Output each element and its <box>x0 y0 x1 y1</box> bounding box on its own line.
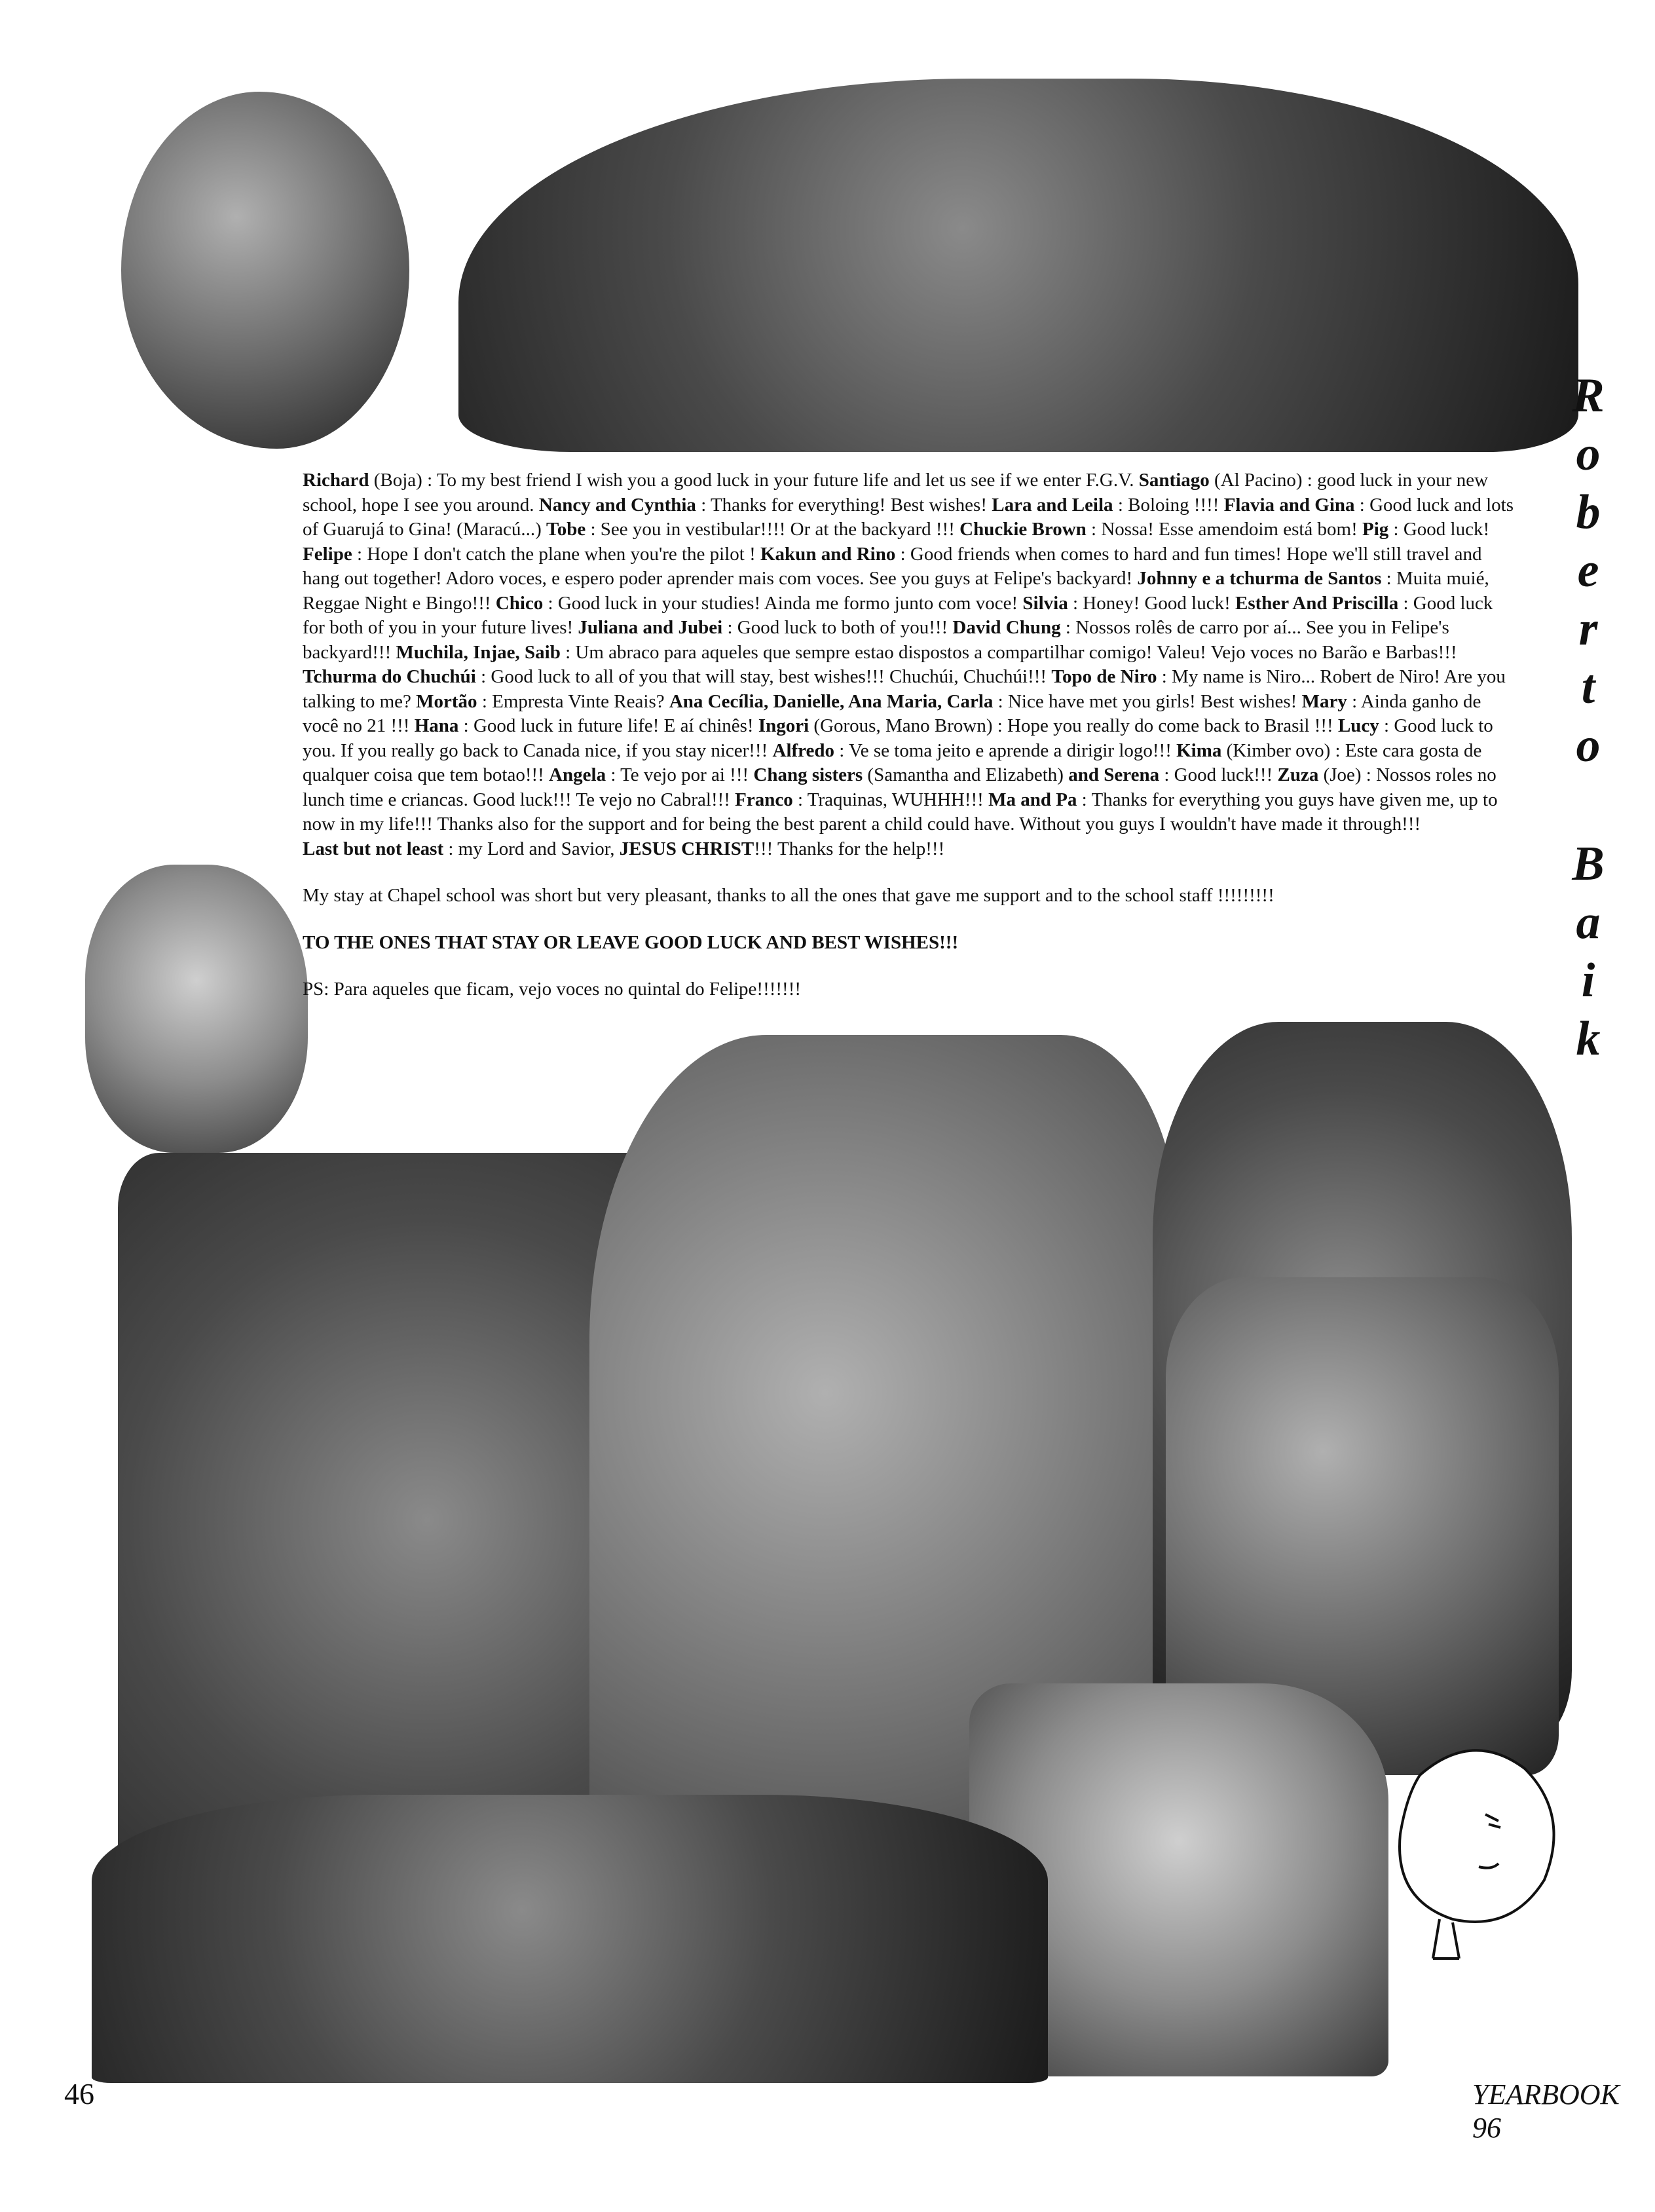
message-text: : Good luck for both of you in your future lives! <box>303 592 1493 638</box>
message-text: (Boja) : To my best friend I wish you a good luck in your future life and let us see if we enter F.G.V. <box>369 470 1139 491</box>
title-letter: R <box>1572 369 1605 422</box>
message-name: Lucy <box>1337 715 1379 736</box>
message-text: : Muita muié, Reggae Night e Bingo!!! <box>303 568 1489 614</box>
title-letter: B <box>1572 837 1605 891</box>
last-but-not-least-line <box>303 837 1514 862</box>
message-text: : Um abraco para aqueles que sempre estao dispostos a compartilhar comigo! Valeu! Vejo voces no Barão e Barbas!!! <box>560 641 1457 663</box>
message-name: Chico <box>495 592 544 614</box>
title-gap <box>1559 775 1618 835</box>
message-name: Zuza <box>1277 764 1319 785</box>
message-text: : Good luck to you. If you really go back to Canada nice, if you stay nicer!!! <box>303 715 1493 761</box>
caps-wishes-line: TO THE ONES THAT STAY OR LEAVE GOOD LUCK AND BEST WISHES!!! <box>303 931 959 953</box>
message-text: (Joe) : Nossos roles no lunch time e criancas. Good luck!!! Te vejo no Cabral!!! <box>303 764 1497 810</box>
message-text: : Nice have met you girls! Best wishes! <box>993 690 1302 712</box>
message-name: Mortão <box>416 690 477 712</box>
message-name: Johnny e a tchurma de Santos <box>1137 568 1382 589</box>
message-name: Santiago <box>1138 470 1210 491</box>
message-name: Alfredo <box>772 740 835 761</box>
message-text: : Nossos rolês de carro por aí... See you in Felipe's backyard!!! <box>303 617 1449 663</box>
face-doodle-drawing <box>1381 1736 1564 1972</box>
message-name: Flavia and Gina <box>1223 494 1355 516</box>
message-text: : Good luck in your studies! Ainda me formo junto com voce! <box>543 592 1023 614</box>
message-text: (Kimber ovo) : Este cara gosta de qualquer coisa que tem botao!!! <box>303 740 1482 785</box>
message-name: Tchurma do Chuchúi <box>303 666 476 687</box>
message-name: Angela <box>549 764 606 785</box>
message-text: : Thanks for everything! Best wishes! <box>696 494 992 516</box>
title-letter: o <box>1576 427 1601 481</box>
title-letter: r <box>1578 602 1598 656</box>
message-text: : Honey! Good luck! <box>1068 592 1236 614</box>
message-text: : Traquinas, WUHHH!!! <box>792 789 989 810</box>
group-photo-top <box>458 79 1578 452</box>
message-text: : Nossa! Esse amendoim está bom! <box>1086 519 1363 540</box>
last-label: Last but not least <box>303 838 444 859</box>
message-name: Chang sisters <box>753 764 863 785</box>
message-text: : Empresta Vinte Reais? <box>477 690 669 712</box>
message-name: Pig <box>1362 519 1389 540</box>
message-text: : Ve se toma jeito e aprende a dirigir logo!!! <box>834 740 1177 761</box>
last-name-letters <box>1559 835 1618 1068</box>
title-letter: i <box>1581 954 1595 1007</box>
message-text: : Te vejo por ai !!! <box>606 764 754 785</box>
title-letter: t <box>1581 660 1595 714</box>
message-text: (Samantha and Elizabeth) <box>863 764 1069 785</box>
messages-paragraph <box>303 468 1514 837</box>
dedication-text <box>303 468 1514 1002</box>
last-text-post: !!! Thanks for the help!!! <box>754 838 945 859</box>
message-text: : Good luck! <box>1388 519 1490 540</box>
title-letter: b <box>1576 485 1601 539</box>
last-text-pre: : my Lord and Savior, <box>443 838 620 859</box>
message-name: Tobe <box>546 519 586 540</box>
message-name: David Chung <box>952 617 1061 638</box>
message-name: Ana Cecília, Danielle, Ana Maria, Carla <box>669 690 994 712</box>
vertical-name-title <box>1559 367 1618 1068</box>
message-name: Silvia <box>1022 592 1068 614</box>
message-text: : My name is Niro... Robert de Niro! Are you talking to me? <box>303 666 1506 712</box>
yearbook-label: YEARBOOK 96 <box>1472 2078 1620 2144</box>
message-name: Richard <box>303 470 369 491</box>
portrait-photo-suit <box>121 92 409 449</box>
message-text: (Al Pacino) : good luck in your new school, hope I see you around. <box>303 470 1489 516</box>
message-text: : Good luck to all of you that will stay, best wishes!!! Chuchúi, Chuchúi!!! <box>475 666 1052 687</box>
message-name: Lara and Leila <box>992 494 1113 516</box>
message-text: : Good luck in future life! E aí chinês! <box>458 715 758 736</box>
message-text: : See you in vestibular!!!! Or at the backyard !!! <box>586 519 960 540</box>
message-name: Juliana and Jubei <box>578 617 723 638</box>
message-name: Kima <box>1176 740 1222 761</box>
message-text: (Gorous, Mano Brown) : Hope you really do come back to Brasil !!! <box>809 715 1338 736</box>
stay-paragraph: My stay at Chapel school was short but very pleasant, thanks to all the ones that gave me support and to the school staff !!!!!!!!! <box>303 885 1274 906</box>
title-letter: o <box>1576 719 1601 772</box>
message-text: : Good friends when comes to hard and fun times! Hope we'll still travel and hang out together! Adoro voces, e espero poder aprender mais com voces. See you guys at Felipe's backyard! <box>303 543 1482 589</box>
message-text: : Hope I don't catch the plane when you're the pilot ! <box>352 543 760 565</box>
message-name: Hana <box>414 715 459 736</box>
message-text: : Good luck to both of you!!! <box>722 617 953 638</box>
message-name: Felipe <box>303 543 352 565</box>
photo-two-girls-left <box>85 865 308 1153</box>
message-name: Topo de Niro <box>1051 666 1157 687</box>
message-name: Franco <box>735 789 793 810</box>
page-number: 46 <box>64 2077 94 2110</box>
message-name: Ingori <box>758 715 809 736</box>
title-letter: k <box>1576 1012 1601 1066</box>
message-name: Ma and Pa <box>988 789 1077 810</box>
message-name: Esther And Priscilla <box>1235 592 1399 614</box>
message-name: and Serena <box>1068 764 1160 785</box>
message-name: Kakun and Rino <box>760 543 896 565</box>
jesus-christ-name: JESUS CHRIST <box>619 838 754 859</box>
message-name: Nancy and Cynthia <box>538 494 696 516</box>
message-text: : Boloing !!!! <box>1113 494 1224 516</box>
title-letter: a <box>1576 895 1601 949</box>
message-text: : Good luck and lots of Guarujá to Gina! (Maracú...) <box>303 494 1514 540</box>
message-text: : Ainda ganho de você no 21 !!! <box>303 690 1481 736</box>
message-name: Chuckie Brown <box>959 519 1087 540</box>
title-letter: e <box>1577 544 1599 597</box>
message-name: Muchila, Injae, Saib <box>396 641 561 663</box>
message-name: Mary <box>1301 690 1347 712</box>
message-text: : Good luck!!! <box>1159 764 1278 785</box>
first-name-letters <box>1559 367 1618 775</box>
collage-photo-bottom-faces <box>92 1795 1048 2083</box>
ps-line: PS: Para aqueles que ficam, vejo voces no quintal do Felipe!!!!!!! <box>303 979 802 1000</box>
message-text: : Thanks for everything you guys have given me, up to now in my life!!! Thanks also for the support and for being the best parent a child could have. Without you guys I wouldn't have made it through!!! <box>303 789 1498 834</box>
